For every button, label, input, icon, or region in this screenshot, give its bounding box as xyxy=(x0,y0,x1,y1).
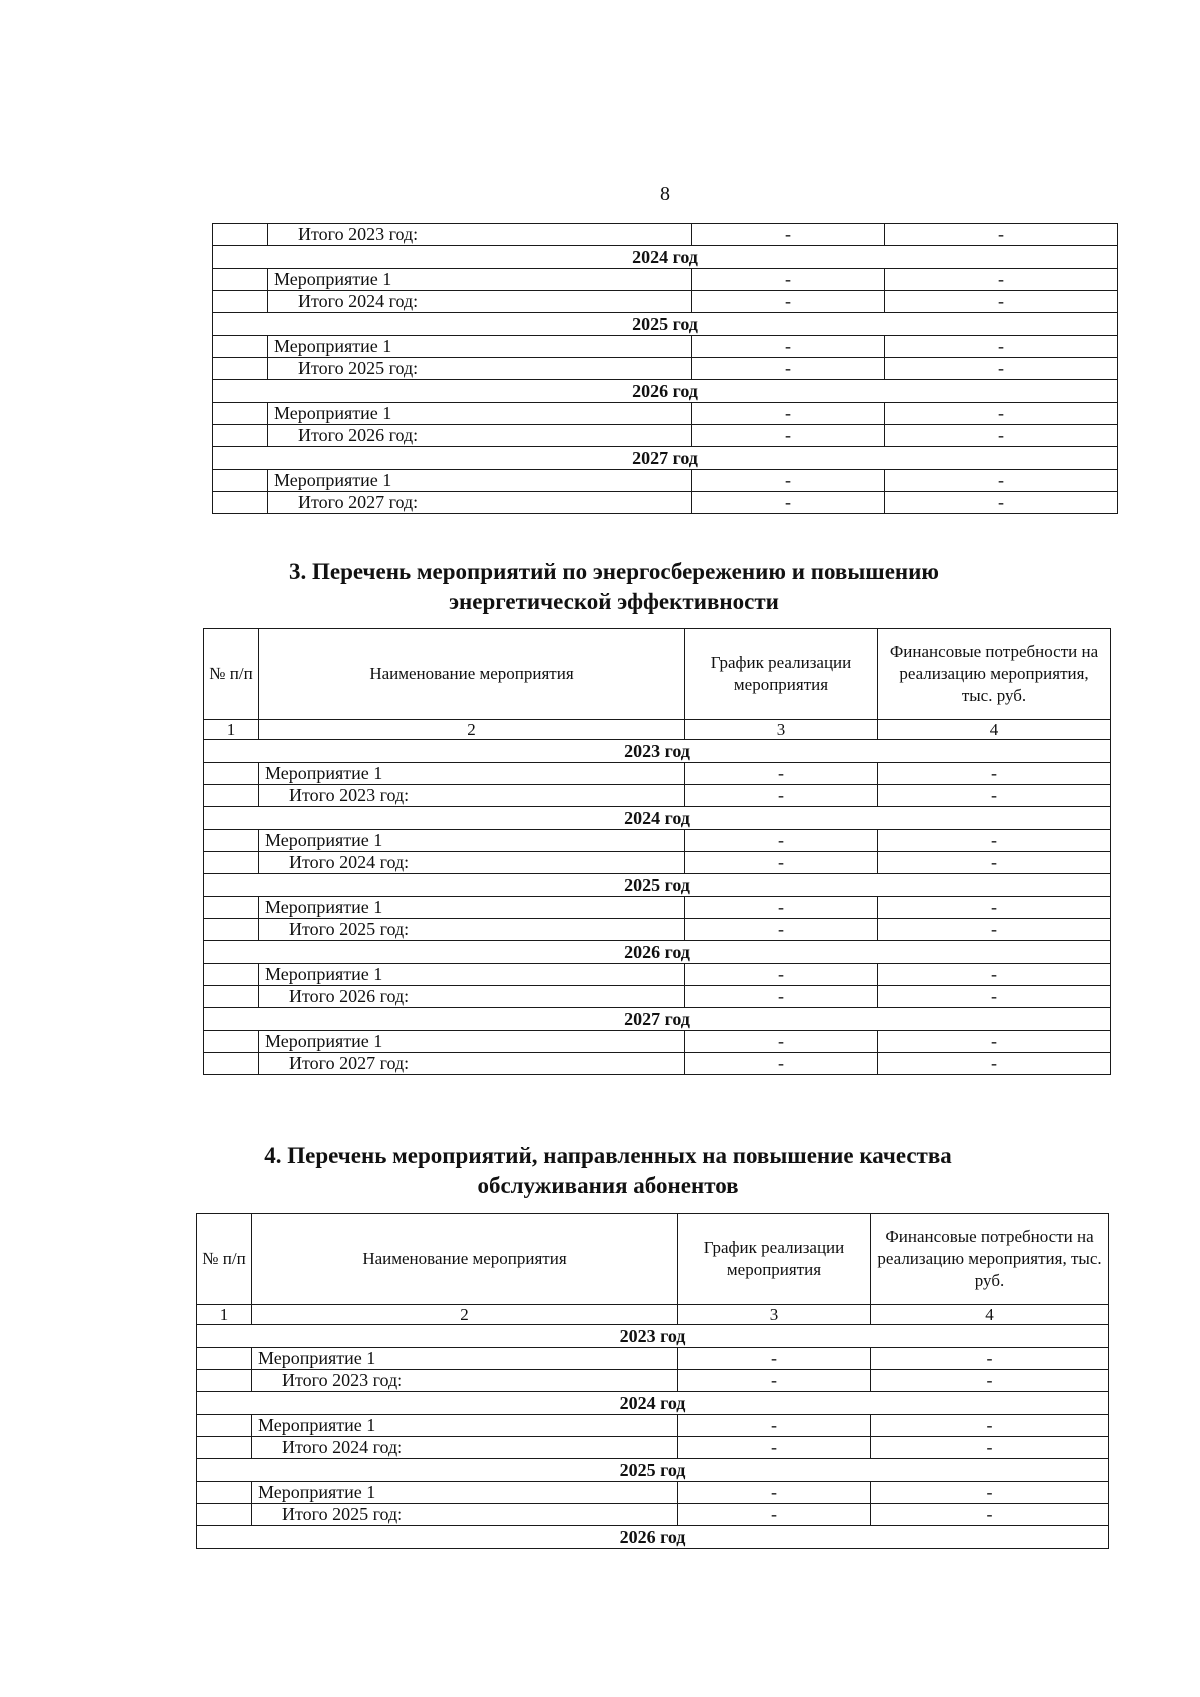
column-number: 2 xyxy=(259,720,685,740)
row-number-cell xyxy=(197,1348,252,1370)
row-number-cell xyxy=(204,763,259,785)
finance-cell: - xyxy=(878,1053,1111,1075)
column-number-row xyxy=(197,1305,1109,1325)
row-number-cell xyxy=(204,852,259,874)
finance-cell: - xyxy=(871,1370,1109,1392)
schedule-cell: - xyxy=(692,492,885,514)
year-header-row xyxy=(197,1459,1109,1482)
column-number: 3 xyxy=(678,1305,871,1325)
header-finance: Финансовые потребности на реализацию мероприятия, тыс. руб. xyxy=(878,629,1111,720)
schedule-cell: - xyxy=(678,1504,871,1526)
total-name-cell: Итого 2024 год: xyxy=(259,852,685,874)
section3-title-line2: энергетической эффективности xyxy=(449,589,779,614)
total-name-cell: Итого 2026 год: xyxy=(268,425,692,447)
schedule-cell: - xyxy=(685,763,878,785)
year-label: 2023 год xyxy=(204,740,1111,763)
schedule-cell: - xyxy=(685,1053,878,1075)
finance-cell: - xyxy=(885,336,1118,358)
finance-cell: - xyxy=(885,291,1118,313)
header-finance: Финансовые потребности на реализацию мероприятия, тыс. руб. xyxy=(871,1214,1109,1305)
activity-row xyxy=(197,1415,1109,1437)
row-number-cell xyxy=(197,1437,252,1459)
schedule-cell: - xyxy=(692,470,885,492)
activity-row xyxy=(213,336,1118,358)
row-number-cell xyxy=(213,492,268,514)
activity-row xyxy=(197,1348,1109,1370)
schedule-cell: - xyxy=(685,1031,878,1053)
activity-row xyxy=(204,763,1111,785)
schedule-cell: - xyxy=(692,358,885,380)
row-number-cell xyxy=(204,986,259,1008)
schedule-cell: - xyxy=(685,897,878,919)
finance-cell: - xyxy=(885,224,1118,246)
year-label: 2026 год xyxy=(197,1526,1109,1549)
total-row xyxy=(204,986,1111,1008)
year-header-row xyxy=(204,874,1111,897)
year-label: 2027 год xyxy=(213,447,1118,470)
year-label: 2027 год xyxy=(204,1008,1111,1031)
schedule-cell: - xyxy=(678,1370,871,1392)
total-row xyxy=(204,1053,1111,1075)
section3-table xyxy=(203,628,1111,1075)
year-label: 2024 год xyxy=(197,1392,1109,1415)
header-num: № п/п xyxy=(197,1214,252,1305)
year-header-row xyxy=(197,1392,1109,1415)
total-name-cell: Итого 2023 год: xyxy=(268,224,692,246)
total-name-cell: Итого 2025 год: xyxy=(252,1504,678,1526)
activity-row xyxy=(204,897,1111,919)
finance-cell: - xyxy=(878,897,1111,919)
activity-name-cell: Мероприятие 1 xyxy=(268,403,692,425)
section4-title-line2: обслуживания абонентов xyxy=(477,1173,739,1198)
activity-row xyxy=(204,1031,1111,1053)
row-number-cell xyxy=(213,358,268,380)
finance-cell: - xyxy=(878,830,1111,852)
schedule-cell: - xyxy=(692,425,885,447)
row-number-cell xyxy=(213,224,268,246)
year-header-row xyxy=(213,246,1118,269)
row-number-cell xyxy=(204,1053,259,1075)
column-number-row xyxy=(204,720,1111,740)
header-schedule: График реализации мероприятия xyxy=(685,629,878,720)
total-row xyxy=(204,785,1111,807)
total-name-cell: Итого 2025 год: xyxy=(268,358,692,380)
year-label: 2026 год xyxy=(213,380,1118,403)
year-label: 2023 год xyxy=(197,1325,1109,1348)
year-header-row xyxy=(204,740,1111,763)
activity-name-cell: Мероприятие 1 xyxy=(259,763,685,785)
row-number-cell xyxy=(213,425,268,447)
total-row xyxy=(204,852,1111,874)
total-name-cell: Итого 2027 год: xyxy=(259,1053,685,1075)
total-name-cell: Итого 2025 год: xyxy=(259,919,685,941)
schedule-cell: - xyxy=(692,336,885,358)
finance-cell: - xyxy=(878,919,1111,941)
activity-name-cell: Мероприятие 1 xyxy=(268,336,692,358)
finance-cell: - xyxy=(878,785,1111,807)
finance-cell: - xyxy=(878,852,1111,874)
activity-name-cell: Мероприятие 1 xyxy=(268,470,692,492)
total-row xyxy=(197,1370,1109,1392)
finance-cell: - xyxy=(885,358,1118,380)
schedule-cell: - xyxy=(678,1415,871,1437)
activity-name-cell: Мероприятие 1 xyxy=(252,1482,678,1504)
schedule-cell: - xyxy=(685,919,878,941)
finance-cell: - xyxy=(871,1504,1109,1526)
row-number-cell xyxy=(204,1031,259,1053)
year-header-row xyxy=(197,1325,1109,1348)
total-name-cell: Итого 2023 год: xyxy=(252,1370,678,1392)
year-label: 2025 год xyxy=(204,874,1111,897)
finance-cell: - xyxy=(885,470,1118,492)
column-number: 3 xyxy=(685,720,878,740)
row-number-cell xyxy=(204,785,259,807)
finance-cell: - xyxy=(885,492,1118,514)
finance-cell: - xyxy=(871,1437,1109,1459)
activity-name-cell: Мероприятие 1 xyxy=(259,1031,685,1053)
header-name: Наименование мероприятия xyxy=(259,629,685,720)
header-schedule: График реализации мероприятия xyxy=(678,1214,871,1305)
total-name-cell: Итого 2023 год: xyxy=(259,785,685,807)
activity-row xyxy=(213,470,1118,492)
activity-name-cell: Мероприятие 1 xyxy=(252,1415,678,1437)
column-number: 1 xyxy=(204,720,259,740)
schedule-cell: - xyxy=(685,785,878,807)
year-header-row xyxy=(204,807,1111,830)
total-name-cell: Итого 2024 год: xyxy=(268,291,692,313)
total-row xyxy=(213,492,1118,514)
row-number-cell xyxy=(213,470,268,492)
row-number-cell xyxy=(213,403,268,425)
row-number-cell xyxy=(204,964,259,986)
row-number-cell xyxy=(204,897,259,919)
schedule-cell: - xyxy=(685,830,878,852)
schedule-cell: - xyxy=(678,1482,871,1504)
row-number-cell xyxy=(197,1370,252,1392)
section3-title-line1: 3. Перечень мероприятий по энергосбережению и повышению xyxy=(289,559,939,584)
total-row xyxy=(197,1437,1109,1459)
column-number: 4 xyxy=(878,720,1111,740)
schedule-cell: - xyxy=(685,964,878,986)
column-number: 1 xyxy=(197,1305,252,1325)
section2-continuation-table xyxy=(212,223,1118,514)
activity-name-cell: Мероприятие 1 xyxy=(259,830,685,852)
schedule-cell: - xyxy=(692,403,885,425)
finance-cell: - xyxy=(871,1348,1109,1370)
activity-name-cell: Мероприятие 1 xyxy=(252,1348,678,1370)
finance-cell: - xyxy=(885,269,1118,291)
schedule-cell: - xyxy=(692,269,885,291)
header-name: Наименование мероприятия xyxy=(252,1214,678,1305)
finance-cell: - xyxy=(871,1415,1109,1437)
section4-title-line1: 4. Перечень мероприятий, направленных на повышение качества xyxy=(264,1143,952,1168)
year-label: 2025 год xyxy=(213,313,1118,336)
row-number-cell xyxy=(204,919,259,941)
schedule-cell: - xyxy=(678,1348,871,1370)
activity-name-cell: Мероприятие 1 xyxy=(268,269,692,291)
year-header-row xyxy=(204,941,1111,964)
activity-row xyxy=(197,1482,1109,1504)
section3-title xyxy=(14,557,1200,617)
column-number: 2 xyxy=(252,1305,678,1325)
total-row xyxy=(197,1504,1109,1526)
year-label: 2025 год xyxy=(197,1459,1109,1482)
total-row xyxy=(213,291,1118,313)
finance-cell: - xyxy=(885,403,1118,425)
activity-row xyxy=(213,269,1118,291)
year-header-row xyxy=(213,313,1118,336)
year-header-row xyxy=(213,447,1118,470)
schedule-cell: - xyxy=(685,852,878,874)
column-number: 4 xyxy=(871,1305,1109,1325)
finance-cell: - xyxy=(885,425,1118,447)
row-number-cell xyxy=(213,336,268,358)
row-number-cell xyxy=(197,1482,252,1504)
table-header-row xyxy=(197,1214,1109,1305)
year-label: 2024 год xyxy=(204,807,1111,830)
row-number-cell xyxy=(213,269,268,291)
total-name-cell: Итого 2024 год: xyxy=(252,1437,678,1459)
finance-cell: - xyxy=(871,1482,1109,1504)
section4-table xyxy=(196,1213,1109,1549)
total-name-cell: Итого 2026 год: xyxy=(259,986,685,1008)
section4-title xyxy=(8,1141,1200,1201)
row-number-cell xyxy=(213,291,268,313)
table-header-row xyxy=(204,629,1111,720)
schedule-cell: - xyxy=(692,291,885,313)
header-num: № п/п xyxy=(204,629,259,720)
schedule-cell: - xyxy=(678,1437,871,1459)
total-row xyxy=(213,425,1118,447)
total-name-cell: Итого 2027 год: xyxy=(268,492,692,514)
finance-cell: - xyxy=(878,763,1111,785)
row-number-cell xyxy=(197,1415,252,1437)
row-number-cell xyxy=(204,830,259,852)
finance-cell: - xyxy=(878,1031,1111,1053)
finance-cell: - xyxy=(878,964,1111,986)
year-label: 2024 год xyxy=(213,246,1118,269)
activity-row xyxy=(204,964,1111,986)
activity-name-cell: Мероприятие 1 xyxy=(259,897,685,919)
activity-row xyxy=(213,403,1118,425)
finance-cell: - xyxy=(878,986,1111,1008)
total-row xyxy=(204,919,1111,941)
year-header-row xyxy=(197,1526,1109,1549)
total-row xyxy=(213,358,1118,380)
schedule-cell: - xyxy=(685,986,878,1008)
year-header-row xyxy=(213,380,1118,403)
total-row xyxy=(213,224,1118,246)
year-header-row xyxy=(204,1008,1111,1031)
page-number: 8 xyxy=(660,183,670,205)
schedule-cell: - xyxy=(692,224,885,246)
activity-row xyxy=(204,830,1111,852)
year-label: 2026 год xyxy=(204,941,1111,964)
row-number-cell xyxy=(197,1504,252,1526)
activity-name-cell: Мероприятие 1 xyxy=(259,964,685,986)
